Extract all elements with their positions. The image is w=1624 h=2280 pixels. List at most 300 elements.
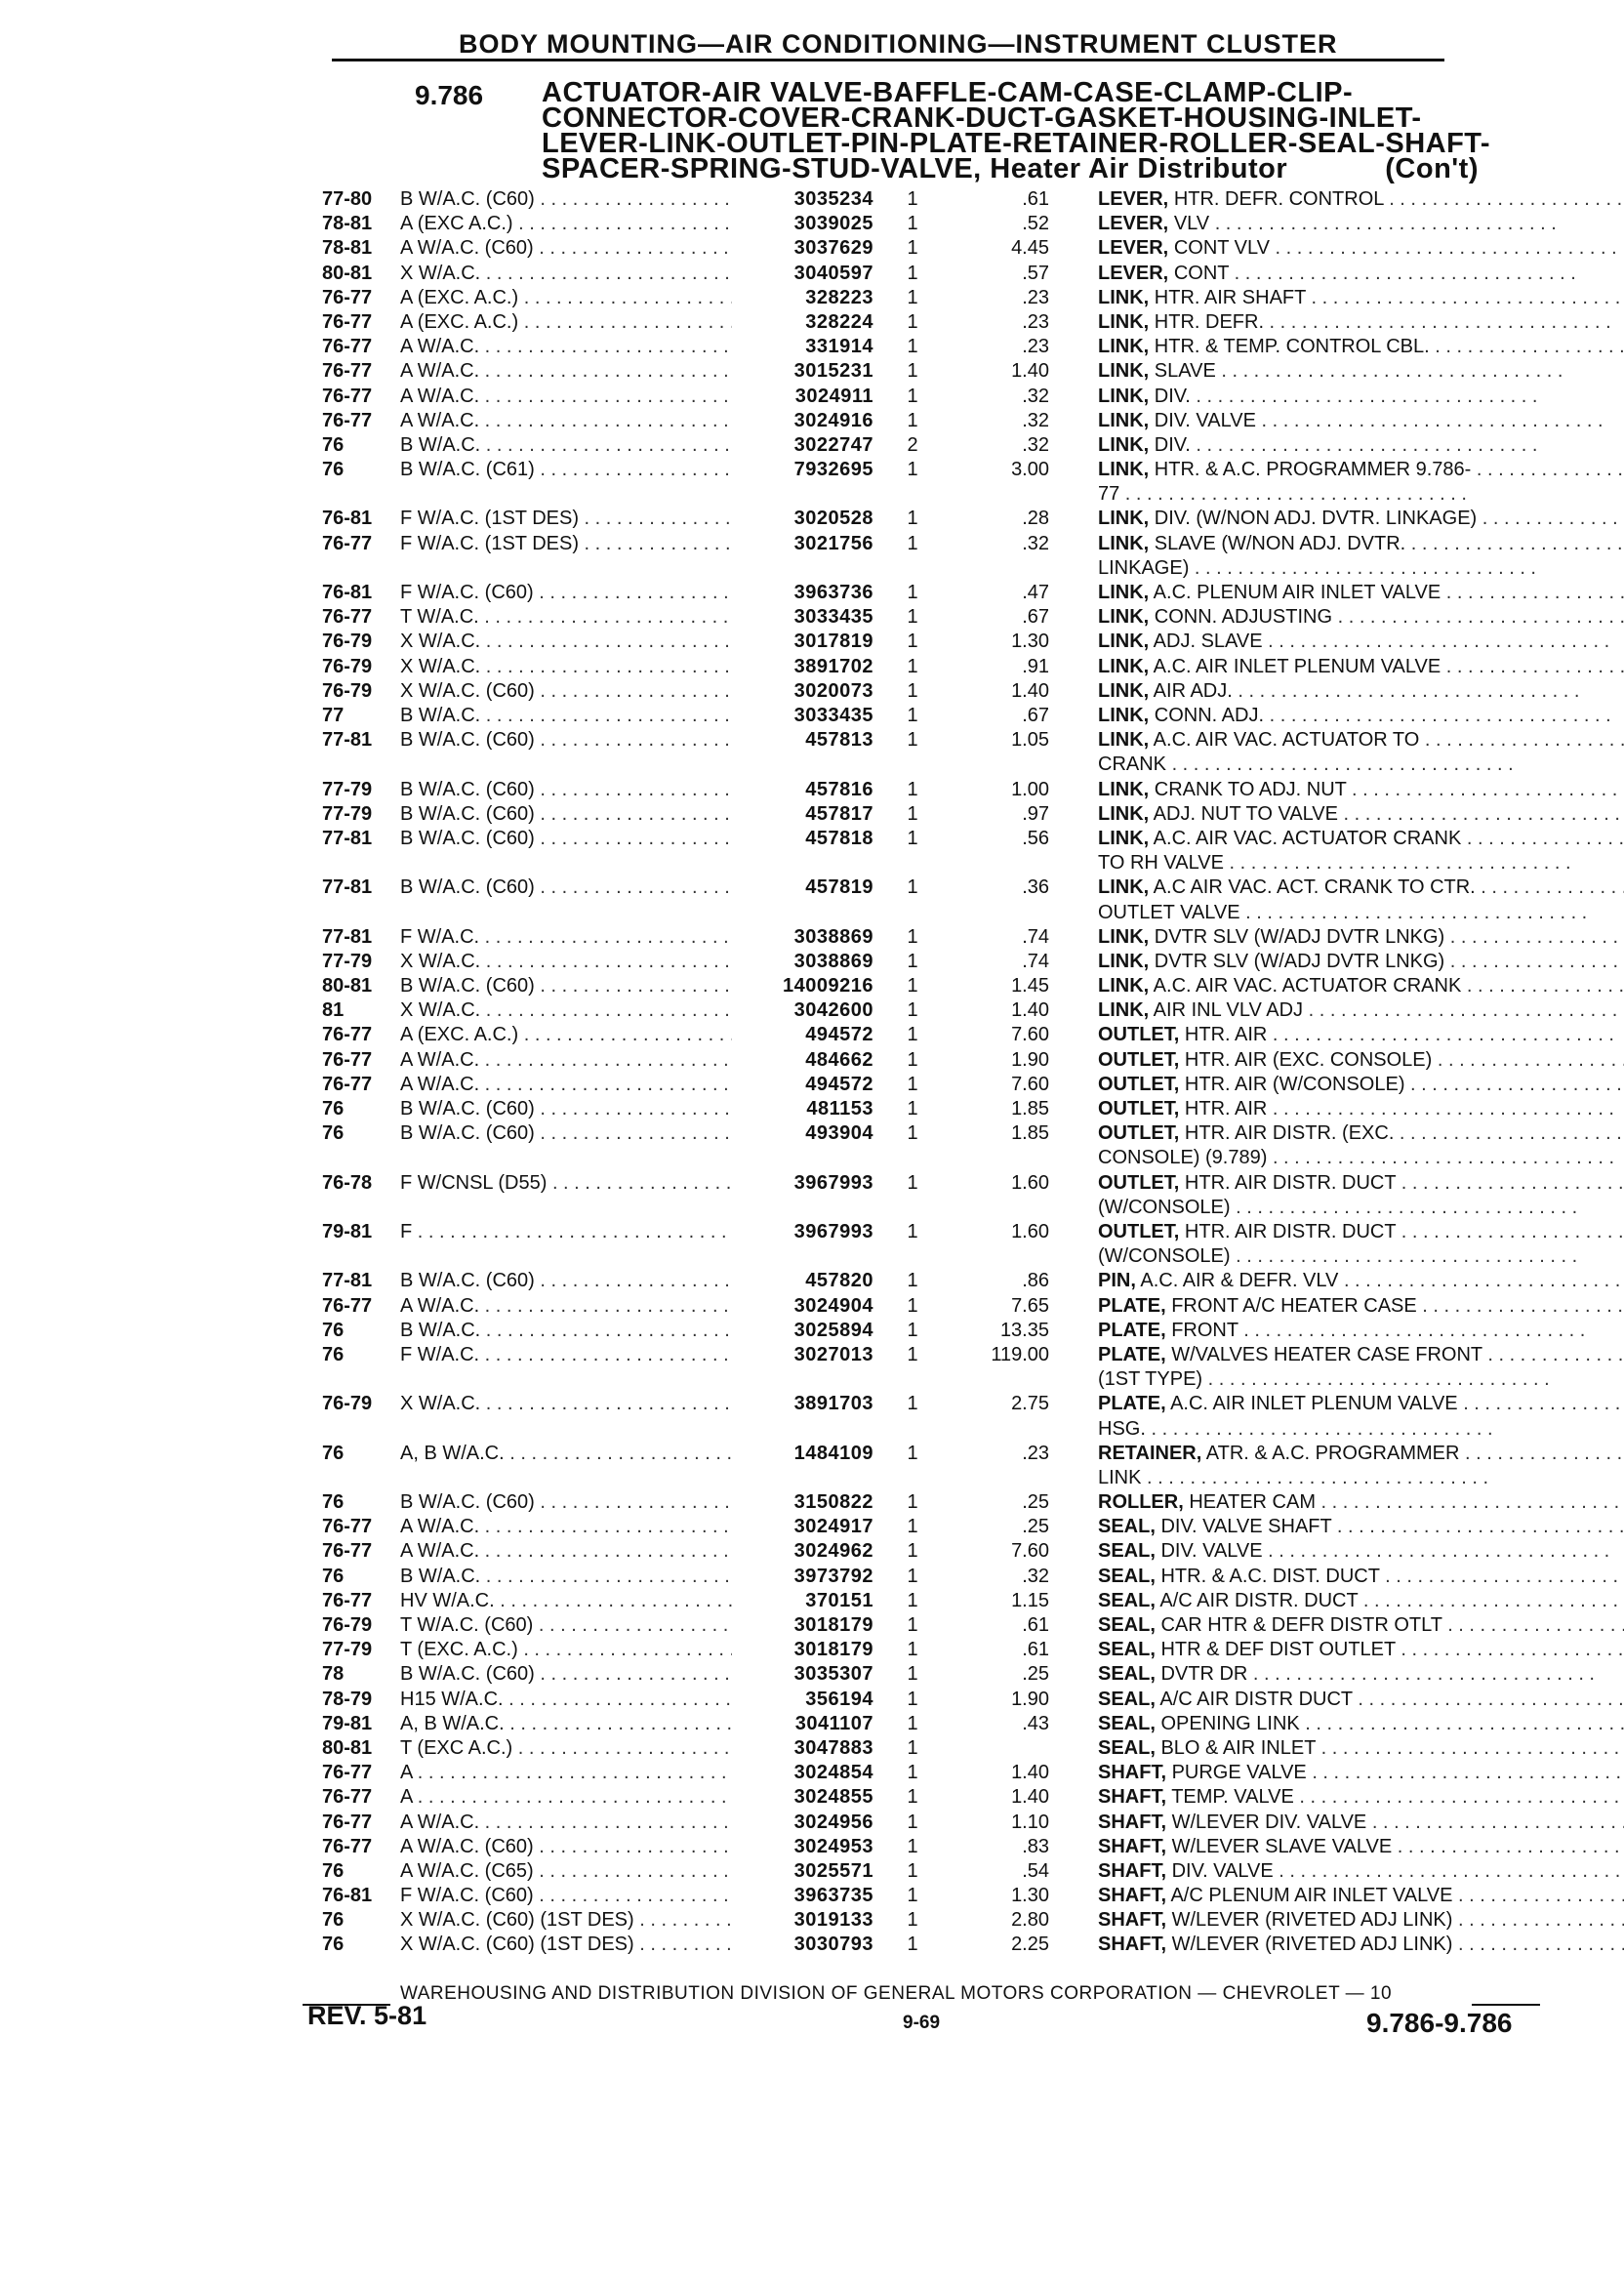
quantity-cell: 1: [907, 1811, 918, 1833]
price-cell: 2.75: [1011, 1393, 1049, 1415]
description-line: [1098, 1811, 1624, 1835]
part-number-cell: 3025894: [793, 1319, 873, 1341]
description-cell: [1098, 998, 1624, 1023]
part-keyword: PLATE,: [1098, 1319, 1166, 1341]
part-number-cell: 484662: [805, 1048, 873, 1071]
part-number-cell: 3039025: [793, 213, 873, 235]
part-keyword: PIN,: [1098, 1270, 1136, 1292]
description-line: [1098, 335, 1624, 359]
quantity-cell: 1: [907, 1589, 918, 1611]
description-text: A.C. AIR INLET PLENUM VALVE: [1170, 1393, 1458, 1415]
description-line: [1098, 1171, 1624, 1196]
table-row: [322, 1811, 1571, 1835]
description-line: [1098, 532, 1624, 556]
part-number-cell: 328224: [805, 310, 873, 333]
model-cell: H15 W/A.C. . . .: [400, 1688, 732, 1712]
year-cell: 78-81: [322, 213, 373, 235]
model-cell: A . . .: [400, 1785, 732, 1810]
part-number-cell: 328223: [805, 286, 873, 308]
part-number-cell: 3027013: [793, 1343, 873, 1365]
model-cell: A W/A.C. . . .: [400, 1811, 732, 1835]
description-cell: [1098, 1097, 1624, 1121]
table-row: [322, 310, 1571, 335]
price-cell: 1.60: [1011, 1171, 1049, 1194]
description-line: [1098, 1343, 1624, 1367]
part-keyword: OUTLET,: [1098, 1048, 1180, 1071]
table-row: [322, 262, 1571, 286]
description-text: A.C. AIR VAC. ACTUATOR CRANK: [1153, 827, 1462, 849]
year-cell: 76-81: [322, 1885, 373, 1907]
description-text: FRONT: [1171, 1319, 1238, 1341]
table-row: [322, 704, 1571, 728]
description-cell: [1098, 458, 1624, 507]
table-row: [322, 385, 1571, 409]
model-cell: X W/A.C. . . .: [400, 655, 732, 679]
year-cell: 76-77: [322, 1048, 373, 1071]
year-cell: 76: [322, 459, 345, 481]
description-cell: [1098, 532, 1624, 581]
part-keyword: SEAL,: [1098, 1614, 1156, 1637]
part-keyword: OUTLET,: [1098, 1024, 1180, 1046]
quantity-cell: 1: [907, 1762, 918, 1784]
quantity-cell: 1: [907, 409, 918, 431]
price-cell: 1.10: [1011, 1811, 1049, 1833]
year-cell: 76-77: [322, 1540, 373, 1563]
description-line: [1098, 385, 1624, 409]
description-text: DIV.: [1154, 385, 1191, 407]
table-row: [322, 1884, 1571, 1908]
description-cell: [1098, 827, 1624, 875]
part-keyword: SEAL,: [1098, 1736, 1156, 1759]
price-cell: 1.85: [1011, 1098, 1049, 1120]
description-cell: [1098, 1884, 1624, 1908]
description-line: [1098, 1736, 1624, 1761]
part-number-cell: 3022747: [793, 433, 873, 456]
year-cell: 77-81: [322, 925, 373, 948]
section-title-line: ACTUATOR-AIR VALVE-BAFFLE-CAM-CASE-CLAMP-CLIP-: [542, 77, 1354, 108]
description-text: TO RH VALVE: [1098, 852, 1224, 875]
description-cell: [1098, 1269, 1624, 1293]
description-text: CONN. ADJ.: [1154, 704, 1265, 726]
description-line: [1098, 212, 1624, 236]
price-cell: .61: [1022, 1639, 1049, 1661]
description-line: [1098, 409, 1624, 433]
year-cell: 76: [322, 1909, 345, 1932]
price-cell: 1.30: [1011, 1885, 1049, 1907]
table-row: [322, 1908, 1571, 1933]
model-cell: A W/A.C. . . .: [400, 1048, 732, 1073]
part-number-cell: 3891702: [793, 655, 873, 677]
description-text: A.C. PLENUM AIR INLET VALVE: [1153, 582, 1441, 604]
table-row: [322, 679, 1571, 704]
year-cell: 76: [322, 433, 345, 456]
part-number-cell: 1484109: [793, 1442, 873, 1464]
part-number-cell: 3024962: [793, 1540, 873, 1563]
description-line: [1098, 556, 1624, 581]
table-row: [322, 1294, 1571, 1319]
part-keyword: LINK,: [1098, 360, 1150, 383]
part-number-cell: 3037629: [793, 237, 873, 260]
model-cell: F W/A.C. (C60) . . .: [400, 1884, 732, 1908]
quantity-cell: 1: [907, 1491, 918, 1514]
footer-rule-right: [1472, 2004, 1540, 2006]
part-keyword: LINK,: [1098, 950, 1150, 972]
part-number-cell: 457820: [805, 1270, 873, 1292]
description-line: [1098, 1220, 1624, 1244]
price-cell: .52: [1022, 213, 1049, 235]
year-cell: 76: [322, 1122, 345, 1145]
section-title-line: CONNECTOR-COVER-CRANK-DUCT-GASKET-HOUSING-INLET-: [542, 102, 1422, 134]
description-cell: [1098, 1073, 1624, 1097]
price-cell: 1.40: [1011, 1786, 1049, 1809]
description-cell: [1098, 1761, 1624, 1785]
description-line: [1098, 1613, 1624, 1638]
model-cell: B W/A.C. (C60) . . .: [400, 1121, 732, 1146]
description-line: [1098, 704, 1624, 728]
price-cell: .61: [1022, 188, 1049, 210]
description-cell: [1098, 581, 1624, 605]
year-cell: 76: [322, 1859, 345, 1882]
section-title-last-line: [542, 153, 1479, 184]
price-cell: .32: [1022, 433, 1049, 456]
quantity-cell: 1: [907, 1516, 918, 1538]
section-title-line: LEVER-LINK-OUTLET-PIN-PLATE-RETAINER-ROLLER-SEAL-SHAFT-: [542, 128, 1491, 159]
table-row: [322, 630, 1571, 654]
quantity-cell: 1: [907, 1122, 918, 1145]
quantity-cell: 1: [907, 1220, 918, 1242]
part-number-cell: 481153: [806, 1098, 873, 1120]
model-cell: B W/A.C. (C60) . . .: [400, 1269, 732, 1293]
price-cell: 1.05: [1011, 729, 1049, 752]
year-cell: 76-77: [322, 336, 373, 358]
part-number-cell: 3024956: [793, 1811, 873, 1833]
part-number-cell: 494572: [805, 1024, 873, 1046]
description-cell: [1098, 1712, 1624, 1736]
part-keyword: LINK,: [1098, 679, 1150, 702]
description-line: [1098, 581, 1624, 605]
table-row: [322, 187, 1571, 212]
description-line: [1098, 262, 1624, 286]
price-cell: .67: [1022, 704, 1049, 726]
description-line: [1098, 1269, 1624, 1293]
part-keyword: SHAFT,: [1098, 1762, 1166, 1784]
part-keyword: LEVER,: [1098, 262, 1169, 284]
year-cell: 78-81: [322, 237, 373, 260]
table-row: [322, 875, 1571, 924]
part-keyword: LINK,: [1098, 606, 1150, 629]
table-row: [322, 1490, 1571, 1515]
description-text: HTR. AIR DISTR. DUCT: [1184, 1171, 1397, 1194]
quantity-cell: 1: [907, 1540, 918, 1563]
description-cell: [1098, 1638, 1624, 1662]
part-keyword: PLATE,: [1098, 1393, 1166, 1415]
model-cell: B W/A.C. (C60) . . .: [400, 187, 732, 212]
description-text: DIV. VALVE SHAFT: [1160, 1516, 1332, 1538]
model-cell: A W/A.C. . . .: [400, 1515, 732, 1539]
description-cell: [1098, 1048, 1624, 1073]
year-cell: 76-79: [322, 655, 373, 677]
description-text: LINK: [1098, 1466, 1142, 1488]
quantity-cell: 1: [907, 1073, 918, 1095]
model-cell: B W/A.C. (C60) . . .: [400, 802, 732, 827]
table-row: [322, 359, 1571, 384]
part-number-cell: 14009216: [783, 975, 873, 998]
description-line: [1098, 482, 1624, 507]
year-cell: 77-81: [322, 729, 373, 752]
part-number-cell: 3047883: [793, 1736, 873, 1759]
description-line: [1098, 1589, 1624, 1613]
description-text: CONT VLV: [1173, 237, 1270, 260]
year-cell: 76-81: [322, 508, 373, 530]
model-cell: B W/A.C. (C60) . . .: [400, 1662, 732, 1687]
description-text: PURGE VALVE: [1171, 1762, 1307, 1784]
description-line: [1098, 458, 1624, 482]
description-line: [1098, 1097, 1624, 1121]
description-text: DVTR DR: [1160, 1663, 1248, 1686]
quantity-cell: 1: [907, 532, 918, 554]
year-cell: 76-79: [322, 631, 373, 653]
year-cell: 76-77: [322, 532, 373, 554]
year-cell: 76-77: [322, 1762, 373, 1784]
description-line: [1098, 778, 1624, 802]
table-row: [322, 507, 1571, 531]
model-cell: T W/A.C. . . .: [400, 605, 732, 630]
part-number-cell: 3973792: [793, 1565, 873, 1587]
model-cell: A W/A.C. . . .: [400, 1294, 732, 1319]
part-keyword: LINK,: [1098, 532, 1150, 554]
model-cell: X W/A.C. (C60) (1ST DES) . . .: [400, 1933, 732, 1957]
quantity-cell: 1: [907, 925, 918, 948]
model-cell: X W/A.C. . . .: [400, 630, 732, 654]
description-cell: [1098, 1515, 1624, 1539]
footer-publisher: WAREHOUSING AND DISTRIBUTION DIVISION OF GENERAL MOTORS CORPORATION — CHEVROLET — 10: [400, 1983, 1393, 2004]
description-line: [1098, 753, 1624, 777]
description-text: CRANK TO ADJ. NUT: [1154, 778, 1347, 800]
part-number-cell: 3024917: [793, 1516, 873, 1538]
part-keyword: LINK,: [1098, 975, 1150, 998]
description-text: HTR. AIR DISTR. (EXC.: [1184, 1122, 1395, 1145]
description-text: 77: [1098, 483, 1120, 506]
model-cell: X W/A.C. . . .: [400, 262, 732, 286]
description-text: W/LEVER DIV. VALVE: [1171, 1811, 1367, 1833]
part-number-cell: 3963736: [793, 582, 873, 604]
price-cell: 1.60: [1011, 1220, 1049, 1242]
price-cell: .32: [1022, 409, 1049, 431]
description-text: (1ST TYPE): [1098, 1368, 1203, 1391]
description-line: [1098, 925, 1624, 950]
part-number-cell: 3025571: [793, 1859, 873, 1882]
model-cell: A, B W/A.C. . . .: [400, 1712, 732, 1736]
description-cell: [1098, 655, 1624, 679]
description-line: [1098, 1565, 1624, 1589]
price-cell: 7.65: [1011, 1294, 1049, 1317]
model-cell: F W/A.C. (C60) . . .: [400, 581, 732, 605]
part-number-cell: 331914: [805, 336, 873, 358]
description-text: W/LEVER (RIVETED ADJ LINK): [1171, 1909, 1453, 1932]
description-cell: [1098, 1908, 1624, 1933]
year-cell: 76-77: [322, 286, 373, 308]
price-cell: 1.90: [1011, 1688, 1049, 1710]
part-number-cell: 457813: [805, 729, 873, 752]
table-row: [322, 335, 1571, 359]
year-cell: 76: [322, 1319, 345, 1341]
part-keyword: LINK,: [1098, 827, 1150, 849]
quantity-cell: 1: [907, 336, 918, 358]
description-cell: [1098, 236, 1624, 261]
price-cell: .32: [1022, 532, 1049, 554]
part-number-cell: 3150822: [793, 1491, 873, 1514]
description-text: BLO & AIR INLET: [1160, 1736, 1317, 1759]
table-row: [322, 286, 1571, 310]
table-row: [322, 802, 1571, 827]
part-number-cell: 3967993: [793, 1171, 873, 1194]
year-cell: 78: [322, 1663, 345, 1686]
revision-label: REV. 5-81: [307, 2001, 427, 2030]
part-number-cell: 3020528: [793, 508, 873, 530]
description-line: [1098, 1244, 1624, 1269]
price-cell: .36: [1022, 876, 1049, 899]
price-cell: .54: [1022, 1859, 1049, 1882]
description-text: AIR INL VLV ADJ: [1153, 999, 1304, 1022]
description-cell: [1098, 359, 1624, 384]
description-line: [1098, 605, 1624, 630]
year-cell: 77-80: [322, 188, 373, 210]
quantity-cell: 1: [907, 1614, 918, 1637]
description-cell: [1098, 1565, 1624, 1589]
table-row: [322, 1097, 1571, 1121]
description-cell: [1098, 1490, 1624, 1515]
part-keyword: LINK,: [1098, 704, 1150, 726]
model-cell: B W/A.C. . . .: [400, 1565, 732, 1589]
year-cell: 76-77: [322, 385, 373, 407]
table-row: [322, 1613, 1571, 1638]
table-row: [322, 1171, 1571, 1220]
description-cell: [1098, 335, 1624, 359]
description-cell: [1098, 507, 1624, 531]
description-line: [1098, 1835, 1624, 1859]
description-text: DVTR SLV (W/ADJ DVTR LNKG): [1154, 925, 1445, 948]
part-keyword: LINK,: [1098, 385, 1150, 407]
table-row: [322, 1073, 1571, 1097]
description-line: [1098, 236, 1624, 261]
description-cell: [1098, 1539, 1624, 1564]
description-text: HTR. AIR DISTR. DUCT: [1184, 1220, 1397, 1242]
table-row: [322, 998, 1571, 1023]
description-line: [1098, 286, 1624, 310]
description-line: [1098, 679, 1624, 704]
description-text: HTR & DEF DIST OUTLET: [1160, 1639, 1396, 1661]
description-line: [1098, 1908, 1624, 1933]
part-number-cell: 3024904: [793, 1294, 873, 1317]
part-keyword: RETAINER,: [1098, 1442, 1202, 1464]
table-row: [322, 778, 1571, 802]
year-cell: 76-77: [322, 1835, 373, 1857]
part-number-cell: 7932695: [793, 459, 873, 481]
part-number-cell: 3024854: [793, 1762, 873, 1784]
description-cell: [1098, 1835, 1624, 1859]
description-text: W/VALVES HEATER CASE FRONT: [1171, 1343, 1482, 1365]
description-line: [1098, 1023, 1624, 1047]
description-cell: [1098, 1688, 1624, 1712]
year-cell: 77-81: [322, 1270, 373, 1292]
table-row: [322, 1220, 1571, 1269]
description-cell: [1098, 187, 1624, 212]
quantity-cell: 1: [907, 1319, 918, 1341]
description-line: [1098, 1294, 1624, 1319]
description-text: W/LEVER SLAVE VALVE: [1171, 1835, 1393, 1857]
description-line: [1098, 1146, 1624, 1170]
quantity-cell: 1: [907, 655, 918, 677]
price-cell: .61: [1022, 1614, 1049, 1637]
part-keyword: LINK,: [1098, 459, 1150, 481]
description-text: OUTLET VALVE: [1098, 901, 1240, 923]
price-cell: .74: [1022, 950, 1049, 972]
year-cell: 76-77: [322, 1589, 373, 1611]
description-text: DIV. VALVE: [1160, 1540, 1263, 1563]
description-line: [1098, 187, 1624, 212]
part-keyword: OUTLET,: [1098, 1220, 1180, 1242]
part-keyword: SHAFT,: [1098, 1786, 1166, 1809]
section-title: [542, 77, 1557, 184]
part-keyword: SEAL,: [1098, 1589, 1156, 1611]
price-cell: .32: [1022, 385, 1049, 407]
part-keyword: LINK,: [1098, 655, 1150, 677]
part-number-cell: 3041107: [794, 1712, 873, 1734]
description-cell: [1098, 1859, 1624, 1884]
table-row: [322, 581, 1571, 605]
part-number-cell: 3018179: [793, 1639, 873, 1661]
table-row: [322, 925, 1571, 950]
description-line: [1098, 1417, 1624, 1442]
description-line: [1098, 827, 1624, 851]
description-line: [1098, 1638, 1624, 1662]
part-keyword: SEAL,: [1098, 1663, 1156, 1686]
description-text: (W/CONSOLE): [1098, 1245, 1231, 1268]
year-cell: 77-79: [322, 1639, 373, 1661]
year-cell: 76: [322, 1565, 345, 1587]
price-cell: 1.40: [1011, 1762, 1049, 1784]
quantity-cell: 1: [907, 508, 918, 530]
part-keyword: PLATE,: [1098, 1294, 1166, 1317]
description-text: (W/CONSOLE): [1098, 1196, 1231, 1218]
description-line: [1098, 1859, 1624, 1884]
description-line: [1098, 630, 1624, 654]
price-cell: 1.45: [1011, 975, 1049, 998]
model-cell: T (EXC. A.C.) . . .: [400, 1638, 732, 1662]
year-cell: 76-77: [322, 1073, 373, 1095]
part-keyword: LINK,: [1098, 925, 1150, 948]
description-cell: [1098, 409, 1624, 433]
year-cell: 76-77: [322, 1811, 373, 1833]
description-text: ADJ. NUT TO VALVE: [1153, 802, 1338, 825]
price-cell: .57: [1022, 262, 1049, 284]
part-keyword: LINK,: [1098, 631, 1150, 653]
year-cell: 76-78: [322, 1171, 373, 1194]
part-number-cell: 3015231: [793, 360, 873, 383]
price-cell: 4.45: [1011, 237, 1049, 260]
table-row: [322, 1859, 1571, 1884]
price-cell: .74: [1022, 925, 1049, 948]
description-line: [1098, 974, 1624, 998]
part-keyword: LEVER,: [1098, 213, 1169, 235]
model-cell: X W/A.C. . . .: [400, 998, 732, 1023]
price-cell: 1.15: [1011, 1589, 1049, 1611]
model-cell: HV W/A.C. . . .: [400, 1589, 732, 1613]
part-number-cell: 356194: [805, 1688, 873, 1710]
price-cell: 1.85: [1011, 1122, 1049, 1145]
year-cell: 77-79: [322, 802, 373, 825]
model-cell: B W/A.C. (C61) . . .: [400, 458, 732, 482]
